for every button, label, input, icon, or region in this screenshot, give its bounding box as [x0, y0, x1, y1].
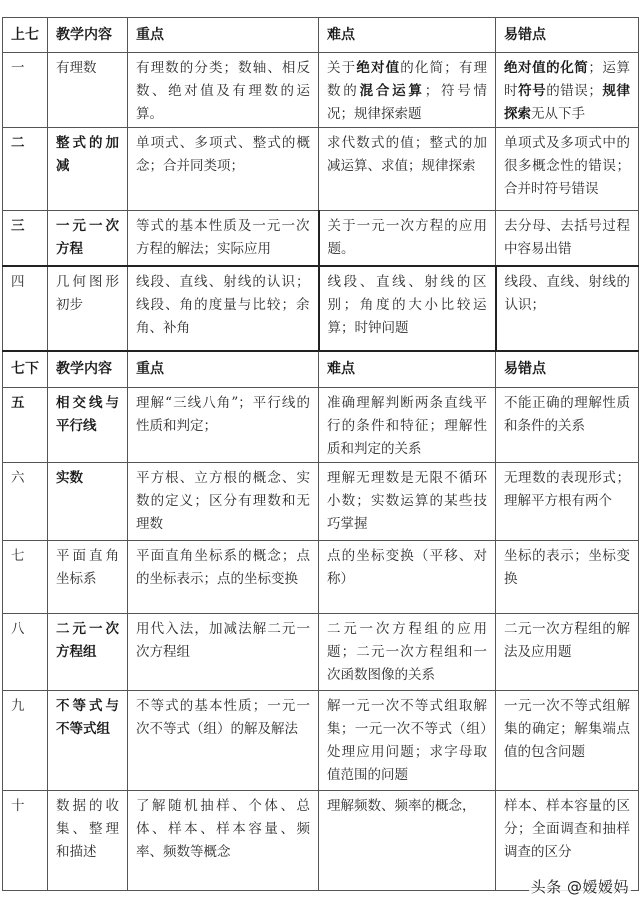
text-fragment: 的错误； — [546, 83, 602, 99]
table-row — [3, 53, 639, 128]
chapter-topic: 几何图形初步 — [48, 266, 128, 351]
difficulties: 点的坐标变换（平移、对称） — [319, 541, 496, 614]
difficulties — [319, 53, 496, 128]
chapter-topic: 整式的加减 — [48, 128, 128, 211]
table-row — [3, 266, 639, 351]
common-errors: 单项式及多项式中的很多概念性的错误；合并时符号错误 — [496, 128, 639, 211]
header-key-points: 重点 — [128, 18, 319, 53]
chapter-number: 九 — [3, 691, 48, 791]
key-points: 理解“三线八角”；平行线的性质和判定； — [128, 388, 319, 463]
header-key-points: 重点 — [128, 351, 319, 388]
header-content: 教学内容 — [48, 18, 128, 53]
text-fragment: ；符号情况；规律探索题 — [327, 83, 488, 122]
difficulties: 解一元一次不等式组取解集；一元一次不等式（组）处理应用问题；求字母取值范围的问题 — [319, 691, 496, 791]
table-row — [3, 541, 639, 614]
key-points: 平方根、立方根的概念、实数的定义；区分有理数和无理数 — [128, 463, 319, 541]
key-points: 单项式、多项式、整式的概念；合并同类项； — [128, 128, 319, 211]
text-fragment-bold: 规律探索 — [504, 83, 630, 122]
table-row — [3, 128, 639, 211]
difficulties: 关于一元一次方程的应用题。 — [319, 211, 496, 266]
text-fragment-bold: 绝对值 — [356, 60, 401, 76]
chapter-topic: 一元一次方程 — [48, 211, 128, 266]
table-row — [3, 614, 639, 691]
difficulties: 准确理解判断两条直线平行的条件和特征；理解性质和判定的关系 — [319, 388, 496, 463]
difficulties: 理解无理数是无限不循环小数；实数运算的某些技巧掌握 — [319, 463, 496, 541]
chapter-number: 一 — [3, 53, 48, 128]
text-fragment: 无从下手 — [531, 106, 585, 122]
common-errors — [496, 53, 639, 128]
chapter-topic: 有理数 — [48, 53, 128, 128]
watermark: 头条 @嫒嫒妈 — [530, 878, 629, 896]
common-errors: 不能正确的理解性质和条件的关系 — [496, 388, 639, 463]
header-difficulties: 难点 — [319, 351, 496, 388]
chapter-topic: 数据的收集、整理和描述 — [48, 791, 128, 891]
header-difficulties: 难点 — [319, 18, 496, 53]
key-points: 不等式的基本性质；一元一次不等式（组）的解及解法 — [128, 691, 319, 791]
table-row — [3, 691, 639, 791]
chapter-number: 二 — [3, 128, 48, 211]
header-common-errors: 易错点 — [496, 351, 639, 388]
text-fragment-bold: 混合运算 — [359, 83, 425, 99]
difficulties: 二元一次方程组的应用题；二元一次方程组和一次函数图像的关系 — [319, 614, 496, 691]
common-errors: 线段、直线、射线的认识； — [496, 266, 639, 351]
key-points: 用代入法，加减法解二元一次方程组 — [128, 614, 319, 691]
chapter-number: 六 — [3, 463, 48, 541]
key-points: 线段、直线、射线的认识；线段、角的度量与比较；余角、补角 — [128, 266, 319, 351]
text-fragment: 的化简；有理数的 — [327, 60, 488, 99]
difficulties: 理解频数、频率的概念， — [319, 791, 496, 891]
header-semester: 七下 — [3, 351, 48, 388]
header-common-errors: 易错点 — [496, 18, 639, 53]
chapter-number: 四 — [3, 266, 48, 351]
key-points: 有理数的分类；数轴、相反数、绝对值及有理数的运算。 — [128, 53, 319, 128]
text-fragment: ；运算时 — [504, 60, 630, 99]
common-errors: 去分母、去括号过程中容易出错 — [496, 211, 639, 266]
common-errors: 坐标的表示；坐标变换 — [496, 541, 639, 614]
chapter-topic: 实数 — [48, 463, 128, 541]
difficulties: 求代数式的值；整式的加减运算、求值；规律探索 — [319, 128, 496, 211]
header-content: 教学内容 — [48, 351, 128, 388]
difficulties: 线段、直线、射线的区别；角度的大小比较运算；时钟问题 — [319, 266, 496, 351]
key-points: 等式的基本性质及一元一次方程的解法；实际应用 — [128, 211, 319, 266]
chapter-number: 五 — [3, 388, 48, 463]
chapter-topic: 平面直角坐标系 — [48, 541, 128, 614]
text-fragment-bold: 绝对值的化简 — [504, 60, 589, 76]
text-fragment: 关于 — [327, 60, 357, 76]
chapter-number: 七 — [3, 541, 48, 614]
text-fragment-bold: 符号 — [518, 83, 547, 99]
key-points: 平面直角坐标系的概念；点的坐标表示；点的坐标变换 — [128, 541, 319, 614]
chapter-number: 三 — [3, 211, 48, 266]
chapter-topic: 不等式与不等式组 — [48, 691, 128, 791]
common-errors: 样本、样本容量的区分；全面调查和抽样调查的区分 — [496, 791, 639, 891]
header-row-lower — [3, 351, 639, 388]
key-points: 了解随机抽样、个体、总体、样本、样本容量、频率、频数等概念 — [128, 791, 319, 891]
table-row — [3, 388, 639, 463]
chapter-number: 十 — [3, 791, 48, 891]
table-row — [3, 463, 639, 541]
header-semester: 上七 — [3, 18, 48, 53]
header-row-upper — [3, 18, 639, 53]
chapter-number: 八 — [3, 614, 48, 691]
common-errors: 二元一次方程组的解法及应用题 — [496, 614, 639, 691]
common-errors: 无理数的表现形式；理解平方根有两个 — [496, 463, 639, 541]
syllabus-table — [2, 17, 639, 891]
chapter-topic: 二元一次方程组 — [48, 614, 128, 691]
chapter-topic: 相交线与平行线 — [48, 388, 128, 463]
table-row — [3, 211, 639, 266]
common-errors: 一元一次不等式组解集的确定；解集端点值的包含问题 — [496, 691, 639, 791]
